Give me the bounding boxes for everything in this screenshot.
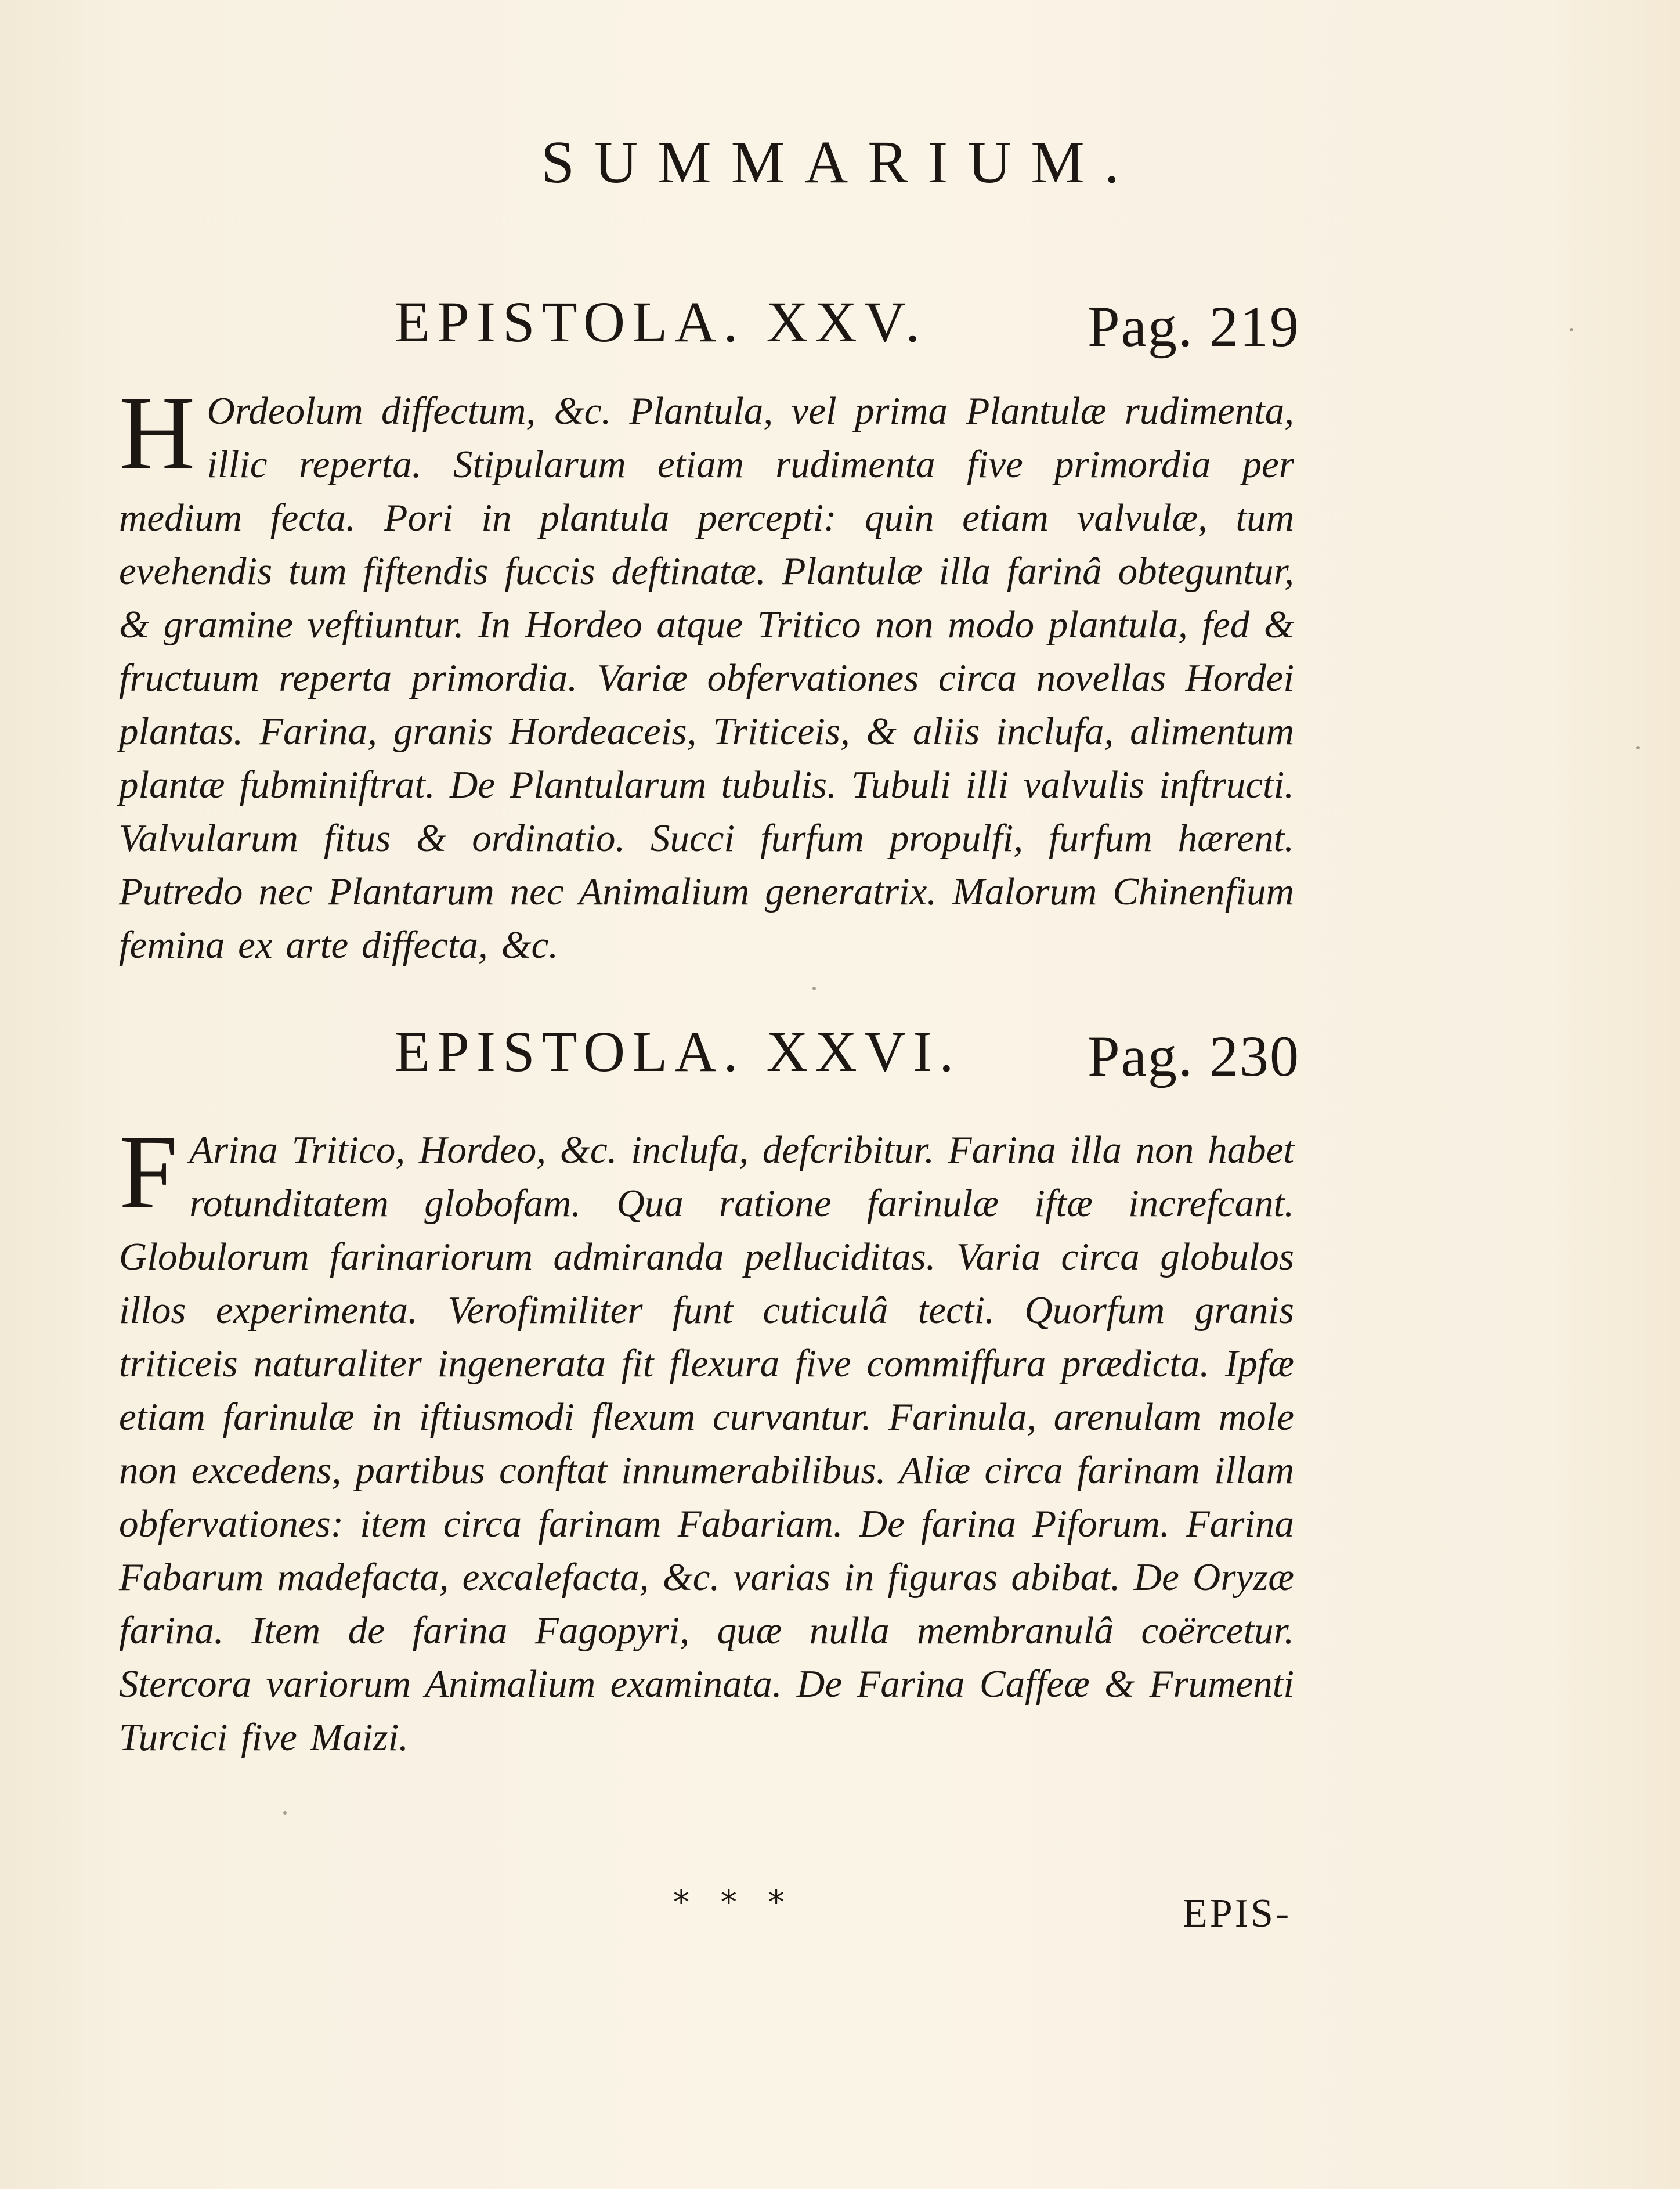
epistola-xxv-text: Ordeolum diffectum, &c. Plantula, vel prima Plantulæ rudimenta, illic reperta. Stipularum etiam rudimenta five primordia per medium fecta. Pori in plantula percepti: quin etiam valvulæ, tum evehendis tum fiftendis fuccis deftinatæ. Plantulæ illa farinâ obteguntur, & gramine veftiuntur. In Hordeo atque Tritico non modo plantula, fed & fructuum reperta primordia. Variæ obfervationes circa novellas Hordei plantas. Farina, granis Hordeaceis, Triticeis, & aliis inclufa, alimentum plantæ fubminiftrat. De Plantularum tubulis. Tubuli illi valvulis inftructi. Valvularum fitus & ordinatio. Succi furfum propulfi, furfum hærent. Putredo nec Plantarum nec Animalium generatrix. Malorum Chinenfium femina ex arte diffecta, &c. [119,390,1294,967]
epistola-xxvi-summary [119,1114,1294,1764]
paper-speck [812,987,816,990]
catchword: EPIS- [1183,1891,1292,1936]
paper-speck [1570,328,1573,331]
drop-cap-initial: H [119,375,196,492]
running-head: SUMMARIUM. [541,129,1139,196]
epistola-xxvi-text: Arina Tritico, Hordeo, &c. inclufa, defcribitur. Farina illa non habet rotunditatem globofam. Qua ratione farinulæ iftæ increfcant. Globulorum farinariorum admiranda pelluciditas. Varia circa globulos illos experimenta. Verofimiliter funt cuticulâ tecti. Quorfum granis triticeis naturaliter ingenerata fit flexura five commiffura prædicta. Ipfæ etiam farinulæ in iftiusmodi flexum curvantur. Farinula, arenulam mole non excedens, partibus conftat innumerabilibus. Aliæ circa farinam illam obfervationes: item circa farinam Fabariam. De farina Piforum. Farina Fabarum madefacta, excalefacta, &c. varias in figuras abibat. De Oryzæ farina. Item de farina Fagopyri, quæ nulla membranulâ coërcetur. Stercora variorum Animalium examinata. De Farina Caffeæ & Frumenti Turcici five Maizi. [119,1128,1294,1759]
epistola-xxv-heading [395,290,1300,363]
epistola-xxv-page-ref: Pag. 219 [1088,294,1300,359]
epistola-xxvi-page-ref: Pag. 230 [1088,1024,1300,1088]
epistola-xxvi-title: EPISTOLA. XXVI. [395,1019,961,1084]
paper-speck [1636,746,1640,749]
epistola-xxv-summary [119,375,1294,972]
drop-cap-initial: F [119,1114,178,1231]
epistola-xxv-title: EPISTOLA. XXV. [395,290,927,354]
epistola-xxvi-heading [395,1019,1300,1092]
signature-mark: * * * [673,1884,795,1921]
paper-speck [283,1811,287,1815]
